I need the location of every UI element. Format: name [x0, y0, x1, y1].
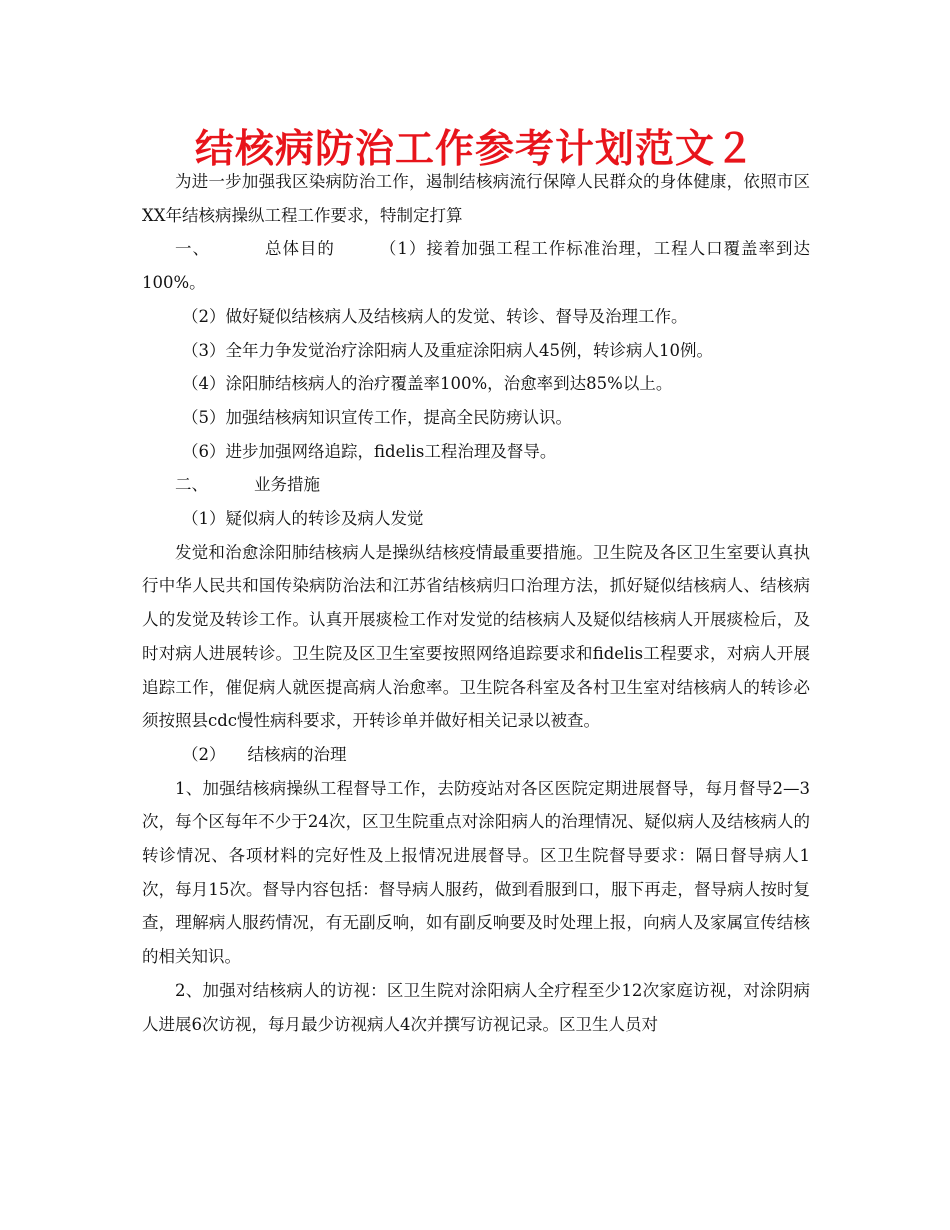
subsection2-title: 结核病的治理 — [247, 744, 347, 764]
section2-heading: 业务措施 — [254, 475, 320, 495]
section1-line — [142, 232, 810, 299]
document-title: 结核病防治工作参考计划范文２ — [194, 127, 755, 172]
section2-line — [142, 468, 810, 502]
subsection2-line — [142, 738, 810, 772]
goal-item-2: （2）做好疑似结核病人及结核病人的发觉、转诊、督导及治理工作。 — [182, 306, 688, 326]
management-paragraph-1: 1、加强结核病操纵工程督导工作，去防疫站对各区医院定期进展督导，每月督导2—3次，每个区每年不少于24次，区卫生院重点对涂阳病人的治理情况、疑似病人及结核病人的转诊情况、各项材料的完好性及上报情况进展督导。区卫生院督导要求：隔日督导病人1次，每月15次。督导内容包括：督导病人服药，做到看服到口，服下再走，督导病人按时复查，理解病人服药情况，有无副反响，如有副反响要及时处理上报，向病人及家属宣传结核的相关知识。 — [142, 778, 810, 967]
section1-heading: 总体目的 — [263, 239, 335, 259]
subsection1-title: （1）疑似病人的转诊及病人发觉 — [182, 509, 424, 529]
management-paragraph-2: 2、加强对结核病人的访视：区卫生院对涂阳病人全疗程至少12次家庭访视，对涂阴病人进展6次访视，每月最少访视病人4次并撰写访视记录。区卫生人员对 — [142, 980, 810, 1034]
section1-number: 一、 — [175, 239, 210, 259]
document-body — [142, 165, 810, 1041]
goal-item-4: （4）涂阳肺结核病人的治疗覆盖率100%，治愈率到达85%以上。 — [182, 374, 673, 394]
subsection2-number: （2） — [182, 744, 226, 764]
section1-item1: （1）接着加强工程工作标准治理，工程人口覆盖率到达100%。 — [142, 239, 810, 293]
section2-number: 二、 — [175, 475, 208, 495]
goal-item-6: （6）进步加强网络追踪，fidelis工程治理及督导。 — [182, 441, 557, 461]
goal-item-5: （5）加强结核病知识宣传工作，提高全民防痨认识。 — [182, 407, 572, 427]
intro-paragraph: 为进一步加强我区染病防治工作，遏制结核病流行保障人民群众的身体健康，依照市区XX年结核病操纵工程工作要求，特制定打算 — [142, 172, 810, 225]
goal-item-3: （3）全年力争发觉治疗涂阳病人及重症涂阳病人45例，转诊病人10例。 — [182, 340, 713, 360]
subsection1-body: 发觉和治愈涂阳肺结核病人是操纵结核疫情最重要措施。卫生院及各区卫生室要认真执行中华人民共和国传染病防治法和江苏省结核病归口治理方法，抓好疑似结核病人、结核病人的发觉及转诊工作。认真开展痰检工作对发觉的结核病人及疑似结核病人开展痰检后，及时对病人进展转诊。卫生院及区卫生室要按照网络追踪要求和fidelis工程要求，对病人开展追踪工作，催促病人就医提高病人治愈率。卫生院各科室及各村卫生室对结核病人的转诊必须按照县cdc慢性病科要求，开转诊单并做好相关记录以被查。 — [142, 542, 810, 731]
